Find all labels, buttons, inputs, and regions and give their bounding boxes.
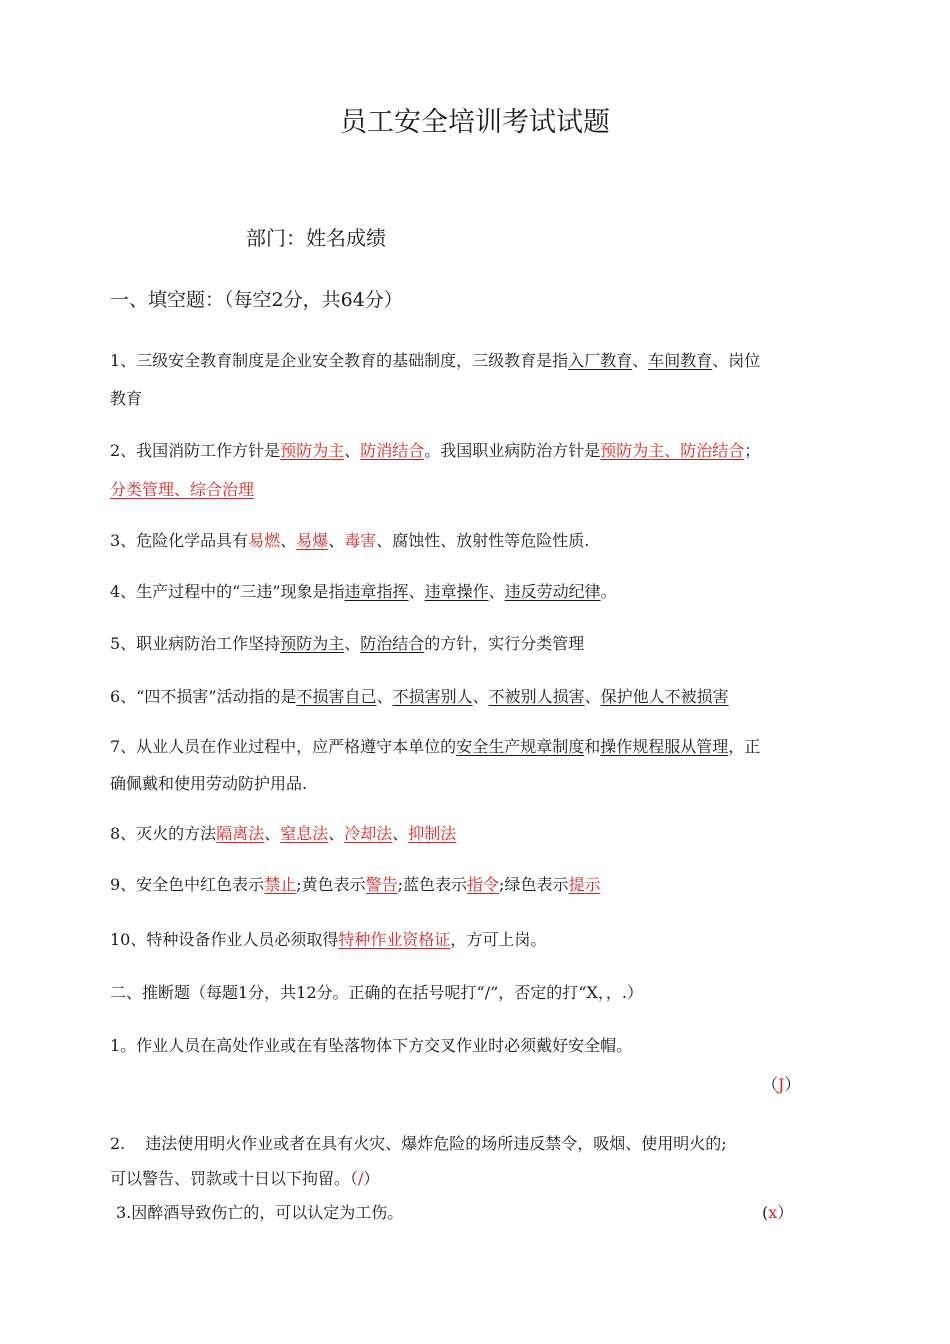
page-title: 员工安全培训考试试题 xyxy=(340,107,610,138)
answer-9-1: 禁止 xyxy=(264,875,297,894)
separator: 、 xyxy=(376,687,393,706)
question-9-text: ;蓝色表示 xyxy=(397,875,468,894)
separator: 、 xyxy=(344,634,361,653)
section-fill-in-heading: 一、填空题：（每空2分，共64分） xyxy=(110,289,403,311)
question-3-prefix: 3、危险化学品具有 xyxy=(110,531,249,550)
section-judgment-heading: 二、推断题（每题1分，共12分。正确的在括号呢打“/”，否定的打“X，，.） xyxy=(110,983,643,1002)
question-7-line2: 确佩戴和使用劳动防护用品. xyxy=(110,774,308,793)
answer-2-1: 预防为主 xyxy=(280,441,345,460)
judgment-3-mark: x xyxy=(768,1203,778,1222)
judgment-2 xyxy=(110,1131,727,1154)
answer-1-2: 车间教育 xyxy=(648,351,713,370)
answer-3-2: 易爆 xyxy=(296,531,329,550)
answer-2-2: 防消结合 xyxy=(360,441,425,460)
bracket-close: ） xyxy=(363,1169,380,1188)
question-6 xyxy=(110,684,729,707)
question-5-tail: 的方针，实行分类管理 xyxy=(424,634,585,653)
answer-10-1: 特种作业资格证 xyxy=(338,930,451,949)
question-10-tail: ，方可上岗。 xyxy=(450,930,547,949)
question-5 xyxy=(110,631,584,654)
question-4 xyxy=(110,579,617,602)
bracket-open: （ xyxy=(350,1169,359,1188)
judgment-2-text-line2: 可以警告、罚款或十日以下拘留。 xyxy=(110,1169,351,1188)
answer-2-3: 预防为主、防治结合 xyxy=(600,441,745,460)
separator: 、 xyxy=(328,824,345,843)
separator: 、 xyxy=(488,582,505,601)
question-7 xyxy=(110,734,760,757)
answer-7-2: 操作规程服从管理 xyxy=(600,737,729,756)
separator: 、 xyxy=(472,687,489,706)
bracket-close: ） xyxy=(777,1203,794,1222)
question-2-tail: ； xyxy=(744,441,761,460)
answer-2-4: 分类管理、综合治理 xyxy=(110,480,255,499)
question-3 xyxy=(110,528,589,551)
separator: 、 xyxy=(264,824,281,843)
question-1-prefix: 1、三级安全教育制度是企业安全教育的基础制度，三级教育是指 xyxy=(110,351,569,370)
answer-1-1: 入厂教育 xyxy=(568,351,633,370)
question-5-prefix: 5、职业病防治工作坚持 xyxy=(110,634,281,653)
question-1 xyxy=(110,348,760,371)
answer-6-1: 不损害自己 xyxy=(296,687,377,706)
separator: 、 xyxy=(392,824,409,843)
question-3-tail: 、腐蚀性、放射性等危险性质. xyxy=(376,531,590,550)
question-7-prefix: 7、从业人员在作业过程中，应严格遵守本单位的 xyxy=(110,737,457,756)
question-8-prefix: 8、灭火的方法 xyxy=(110,824,217,843)
question-2 xyxy=(110,438,760,461)
question-9-prefix: 9、安全色中红色表示 xyxy=(110,875,265,894)
question-4-tail: 。 xyxy=(600,582,617,601)
answer-5-2: 防治结合 xyxy=(360,634,425,653)
question-10-prefix: 10、特种设备作业人员必须取得 xyxy=(110,930,339,949)
question-4-prefix: 4、生产过程中的“三违”现象是指 xyxy=(110,582,345,601)
answer-4-2: 违章操作 xyxy=(424,582,489,601)
answer-8-2: 窒息法 xyxy=(280,824,329,843)
answer-5-1: 预防为主 xyxy=(280,634,345,653)
separator: 、 xyxy=(328,531,345,550)
answer-8-4: 抑制法 xyxy=(408,824,457,843)
judgment-3: 3.因醉酒导致伤亡的，可以认定为工伤。 xyxy=(116,1203,404,1222)
answer-6-4: 保护他人不被损害 xyxy=(600,687,729,706)
info-line: 部门：姓名成绩 xyxy=(246,226,386,250)
answer-9-2: 警告 xyxy=(365,875,398,894)
answer-9-3: 指令 xyxy=(467,875,500,894)
separator: 、 xyxy=(584,687,601,706)
separator: 、 xyxy=(344,441,361,460)
question-9-text: ;黄色表示 xyxy=(296,875,366,894)
question-2-line2 xyxy=(110,477,254,500)
answer-6-3: 不被别人损害 xyxy=(488,687,585,706)
answer-6-2: 不损害别人 xyxy=(392,687,473,706)
judgment-2-number: 2. xyxy=(110,1134,126,1153)
question-9-text: ;绿色表示 xyxy=(499,875,569,894)
judgment-1: 1。作业人员在高处作业或在有坠落物体下方交叉作业时必须戴好安全帽。 xyxy=(110,1036,633,1055)
question-7-mid: 和 xyxy=(584,737,601,756)
answer-7-1: 安全生产规章制度 xyxy=(456,737,585,756)
answer-8-3: 冷却法 xyxy=(344,824,393,843)
question-7-tail: ，正 xyxy=(728,737,761,756)
answer-3-1: 易燃 xyxy=(248,531,281,550)
question-6-prefix: 6、“四不损害”活动指的是 xyxy=(110,687,297,706)
separator: 、 xyxy=(408,582,425,601)
answer-4-1: 违章指挥 xyxy=(344,582,409,601)
bracket-close: ） xyxy=(784,1075,801,1094)
answer-8-1: 隔离法 xyxy=(216,824,265,843)
question-1-line2: 教育 xyxy=(110,389,143,408)
judgment-3-answer xyxy=(762,1200,793,1223)
bracket-open: ( xyxy=(762,1203,769,1222)
separator: 、 xyxy=(632,351,649,370)
separator: 、 xyxy=(280,531,297,550)
judgment-2-text: 违法使用明火作业或者在具有火灾、爆炸危险的场所违反禁令，吸烟、使用明火的; xyxy=(145,1134,727,1153)
question-10 xyxy=(110,927,546,950)
judgment-1-mark: J xyxy=(778,1075,785,1094)
question-2-prefix: 2、我国消防工作方针是 xyxy=(110,441,281,460)
question-9 xyxy=(110,872,600,895)
question-2-mid: 。我国职业病防治方针是 xyxy=(424,441,601,460)
bracket-open: （ xyxy=(762,1075,779,1094)
judgment-2-mark: / xyxy=(358,1169,364,1188)
answer-4-3: 违反劳动纪律 xyxy=(504,582,601,601)
question-1-tail: 、岗位 xyxy=(712,351,761,370)
judgment-2-line2 xyxy=(110,1166,379,1189)
question-8 xyxy=(110,821,456,844)
judgment-1-answer xyxy=(762,1072,800,1095)
answer-9-4: 提示 xyxy=(568,875,601,894)
answer-3-3: 毒害 xyxy=(344,531,377,550)
